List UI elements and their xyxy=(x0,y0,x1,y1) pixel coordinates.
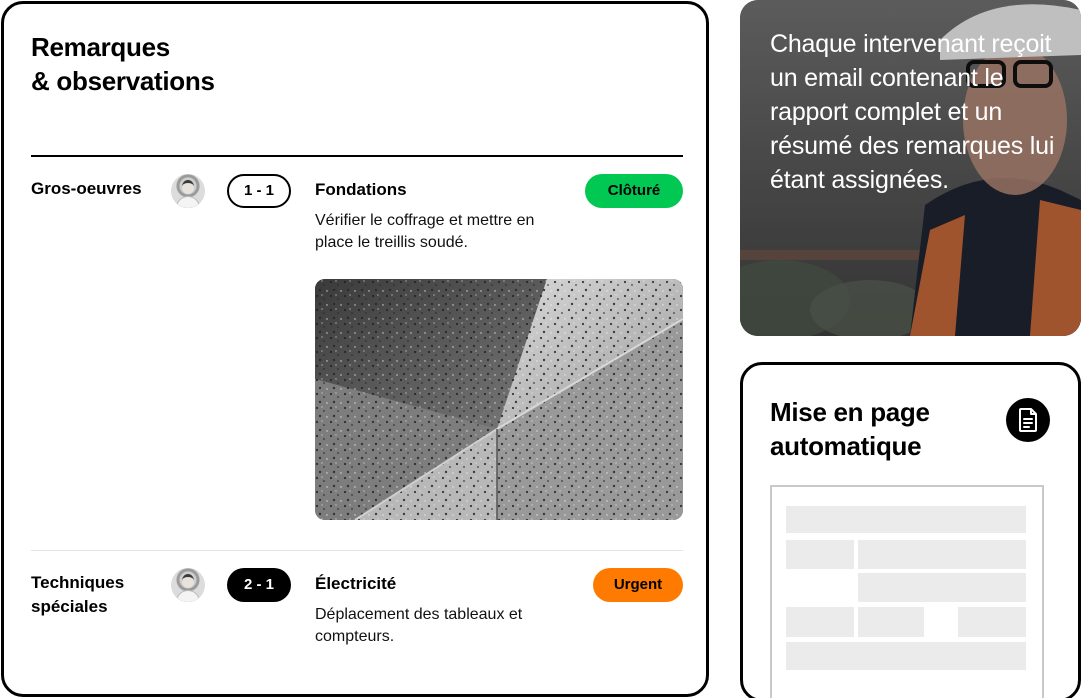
remark-description: Vérifier le coffrage et mettre en place le treillis soudé. xyxy=(315,212,535,251)
remarks-card xyxy=(1,1,709,697)
auto-layout-card xyxy=(740,362,1081,698)
auto-layout-title-line1: Mise en page xyxy=(770,397,930,427)
lot-label xyxy=(31,177,161,201)
avatar-head xyxy=(182,180,194,194)
preview-block xyxy=(858,607,924,637)
preview-block xyxy=(958,607,1026,637)
lot-label xyxy=(31,571,161,619)
remark-description: Déplacement des tableaux et compteurs. xyxy=(315,606,523,645)
document-icon[interactable] xyxy=(1006,398,1050,442)
avatar-body xyxy=(176,196,200,208)
status-badge-urgent[interactable]: Urgent xyxy=(593,568,683,602)
status-badge-closed[interactable]: Clôturé xyxy=(585,174,683,208)
avatar xyxy=(171,568,205,602)
email-info-text: Chaque intervenant reçoit un email contenant le rapport complet et un résumé des remarques lui étant assignées. xyxy=(770,30,1055,194)
concrete-photo-image xyxy=(315,279,683,520)
lot-label-line1: Gros-oeuvres xyxy=(31,179,142,198)
preview-block xyxy=(786,642,1026,670)
avatar-body xyxy=(176,590,200,602)
remarks-title-line2: & observations xyxy=(31,66,215,96)
remarks-title xyxy=(31,30,331,98)
preview-block xyxy=(786,540,854,569)
document-icon-glyph xyxy=(1018,408,1038,432)
remark-title: Électricité xyxy=(315,574,397,593)
lot-label-line1: Techniques xyxy=(31,573,125,592)
remark-photo[interactable] xyxy=(315,279,683,520)
avatar-head xyxy=(182,574,194,588)
remark-title: Fondations xyxy=(315,180,407,199)
preview-block xyxy=(858,573,1026,602)
remark-counter: 1 - 1 xyxy=(227,174,291,208)
page-preview xyxy=(770,485,1044,698)
preview-block xyxy=(858,540,1026,569)
lot-label-line2: spéciales xyxy=(31,597,108,616)
preview-block xyxy=(786,607,854,637)
preview-block xyxy=(786,506,1026,533)
title-divider xyxy=(31,155,683,157)
auto-layout-title xyxy=(770,395,980,463)
remarks-title-line1: Remarques xyxy=(31,32,170,62)
avatar xyxy=(171,174,205,208)
email-info-card xyxy=(740,0,1081,336)
row-divider xyxy=(31,550,683,551)
auto-layout-title-line2: automatique xyxy=(770,431,922,461)
remark-counter: 2 - 1 xyxy=(227,568,291,602)
